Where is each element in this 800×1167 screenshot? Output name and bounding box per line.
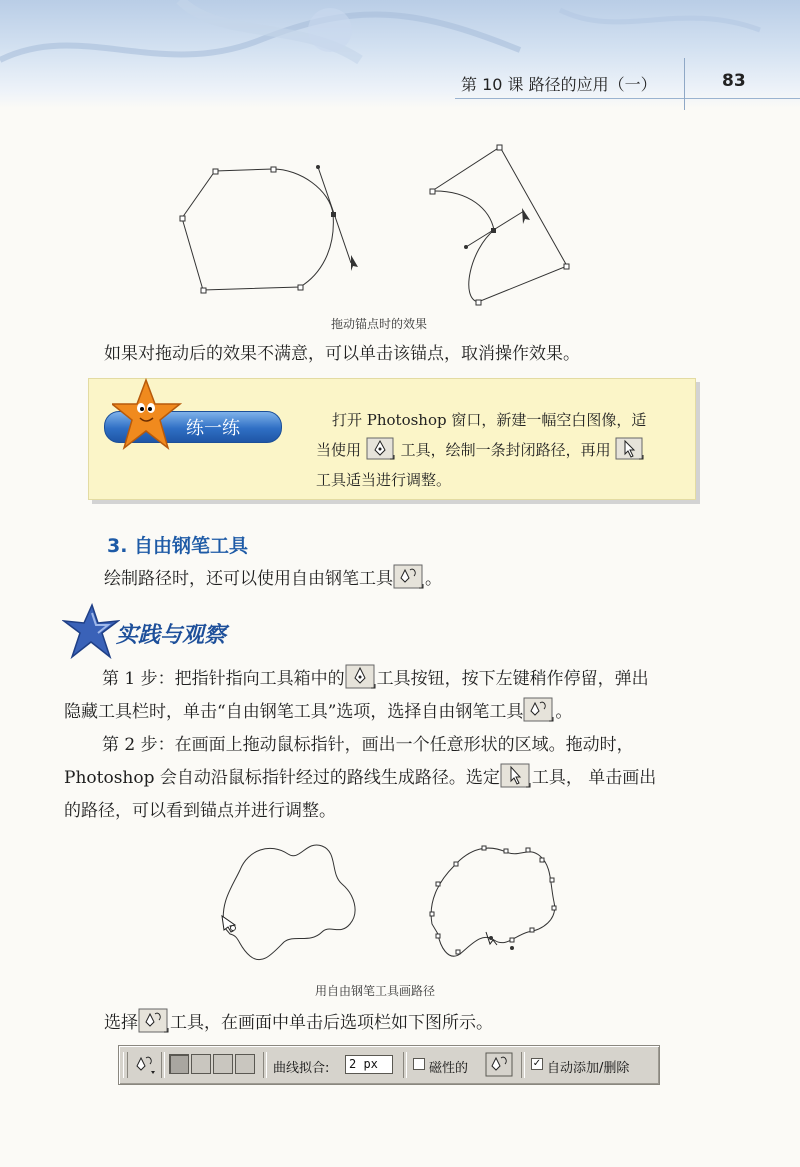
curve-fit-label: 曲线拟合: [273,1061,330,1076]
separator [161,1052,165,1078]
step1-text-1b: 工具按钮，按下左键稍作停留，弹出 [376,669,649,689]
step1-text-2b: 。 [555,702,573,722]
practice-line-3 [316,465,451,495]
step1-line-2 [64,697,572,734]
lesson-title: 第 10 课 路径的应用（一） [461,75,657,94]
practice-line-1 [332,405,646,435]
paragraph [104,1008,493,1045]
grip-handle[interactable] [123,1052,128,1078]
page-number: 83 [722,71,746,91]
practice-text-2a: 当使用 [316,441,362,459]
freeform-pen-tool-icon [138,1008,170,1045]
mode-paths-button[interactable] [191,1054,211,1074]
section3-text-a: 绘制路径时，还可以使用自由钢笔工具 [104,569,393,589]
practice-text-3: 工具适当进行调整。 [316,471,452,489]
auto-add-delete-checkbox[interactable]: ✓ [532,1058,542,1069]
header-decoration [0,0,800,108]
pen-tool-icon [345,664,377,701]
separator [521,1052,525,1078]
direct-selection-tool-icon [500,763,532,800]
section-heading: 3. 自由钢笔工具 [107,535,249,557]
magnetic-pen-options-button[interactable] [485,1052,515,1082]
mode-exclude-button[interactable] [235,1054,255,1074]
observe-star-icon [62,603,120,661]
header-rule [455,98,800,99]
observe-title: 实践与观察 [116,622,227,648]
separator [403,1052,407,1078]
freeform-pen-tool-icon [523,697,555,734]
step2-line-1: 第 2 步：在画面上拖动鼠标指针，画出一个任意形状的区域。拖动时， [102,735,634,755]
step2-text-2a: Photoshop 会自动沿鼠标指针经过的路线生成路径。选定 [64,768,500,788]
step2-text-2b: 工具， 单击画出 [531,768,657,788]
figure2-caption: 用自由钢笔工具画路径 [315,984,436,998]
freeform-pen-preset-button[interactable] [131,1053,157,1081]
separator [263,1052,267,1078]
freeform-pen-tool-icon [393,564,425,601]
mode-shape-layers-button[interactable] [169,1054,189,1074]
mode-intersect-button[interactable] [213,1054,233,1074]
header-divider [684,58,685,110]
paragraph [104,564,442,601]
step1-line-1 [102,664,649,701]
step2-line-3: 的路径，可以看到锚点并进行调整。 [64,801,336,821]
practice-text-2b: 工具，绘制一条封闭路径，再用 [400,441,611,459]
curve-fit-input[interactable]: 2 px [345,1055,393,1074]
step1-text-1a: 第 1 步：把指针指向工具箱中的 [102,669,345,689]
magnetic-label: 磁性的 [429,1061,469,1076]
magnetic-checkbox[interactable] [413,1058,425,1070]
step2-line-2 [64,763,656,800]
practice-badge-label: 练一练 [186,418,240,439]
options-bar [118,1045,660,1085]
practice-text-1: 打开 Photoshop 窗口，新建一幅空白图像，适 [332,411,647,429]
star-mascot-icon [112,378,182,452]
section3-text-b: 。 [425,569,442,589]
auto-add-delete-label: 自动添加/删除 [547,1061,630,1076]
last-text-a: 选择 [104,1013,138,1033]
figure1-caption: 拖动锚点时的效果 [331,317,428,331]
direct-selection-tool-icon [615,437,645,471]
anchor-drag-figure [170,140,590,310]
last-text-b: 工具，在画面中单击后选项栏如下图所示。 [170,1013,493,1033]
paragraph: 如果对拖动后的效果不满意，可以单击该锚点，取消操作效果。 [104,344,580,364]
step1-text-2a: 隐藏工具栏时，单击“自由钢笔工具”选项，选择自由钢笔工具 [64,702,524,722]
freeform-path-figure [210,832,580,972]
